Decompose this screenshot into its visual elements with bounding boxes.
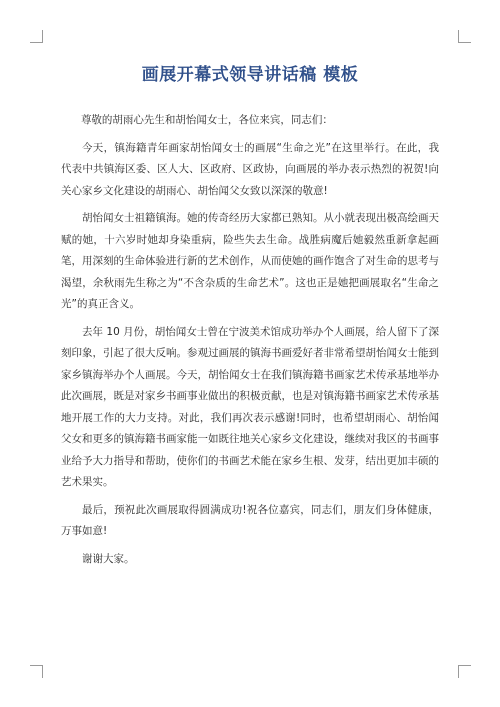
closing-wishes-paragraph: 最后，预祝此次画展取得圆满成功!祝各位嘉宾，同志们，朋友们身体健康，万事如意! [61,503,439,537]
salutation-paragraph: 尊敬的胡雨心先生和胡怡闻女士，各位来宾，同志们： [80,114,333,126]
thanks-paragraph: 谢谢大家。 [82,552,135,565]
biography-paragraph: 胡怡闻女士祖籍镇海。她的传奇经历大家都已熟知。从小就表现出极高绘画天赋的她，十六岁时她却身染重病，险些失去生命。战胜病魔后她毅然重新拿起画笔，用深刻的生命体验进行新的艺术创作，从而使她的画作饱含了对生命的思考与渴望，余秋雨先生称之为“不含杂质的生命艺术”。这也正是她把画展取名“生命之光”的真正含义。 [61,212,439,310]
crop-mark-top-right [458,30,471,43]
crop-mark-top-left [30,30,43,43]
crop-mark-bottom-left [30,665,43,678]
document-title: 画展开幕式领导讲话稿 模板 [141,65,359,85]
exhibition-paragraph: 去年 10 月份，胡怡闻女士曾在宁波美术馆成功举办个人画展，给人留下了深刻印象，引起了很大反响。参观过画展的镇海书画爱好者非常希望胡怡闻女士能到家乡镇海举办个人画展。今天，胡怡闻女士在我们镇海籍书画家艺术传承基地举办此次画展，既是对家乡书画事业做出的积极贡献，也是对镇海籍书画家艺术传承基地开展工作的大力支持。对此，我们再次表示感谢!同时，也希望胡雨心、胡怡闻父女和更多的镇海籍书画家能一如既往地关心家乡文化建设，继续对我区的书画事业给予大力指导和帮助，使你们的书画艺术能在家乡生根、发芽，结出更加丰硕的艺术果实。 [61,325,439,488]
crop-mark-bottom-right [458,665,471,678]
opening-paragraph: 今天，镇海籍青年画家胡怡闻女士的画展“生命之光”在这里举行。在此，我代表中共镇海区委、区人大、区政府、区政协，向画展的举办表示热烈的祝贺!向关心家乡文化建设的胡雨心、胡怡闻父女致以深深的敬意! [61,141,439,197]
document-body [61,110,439,576]
